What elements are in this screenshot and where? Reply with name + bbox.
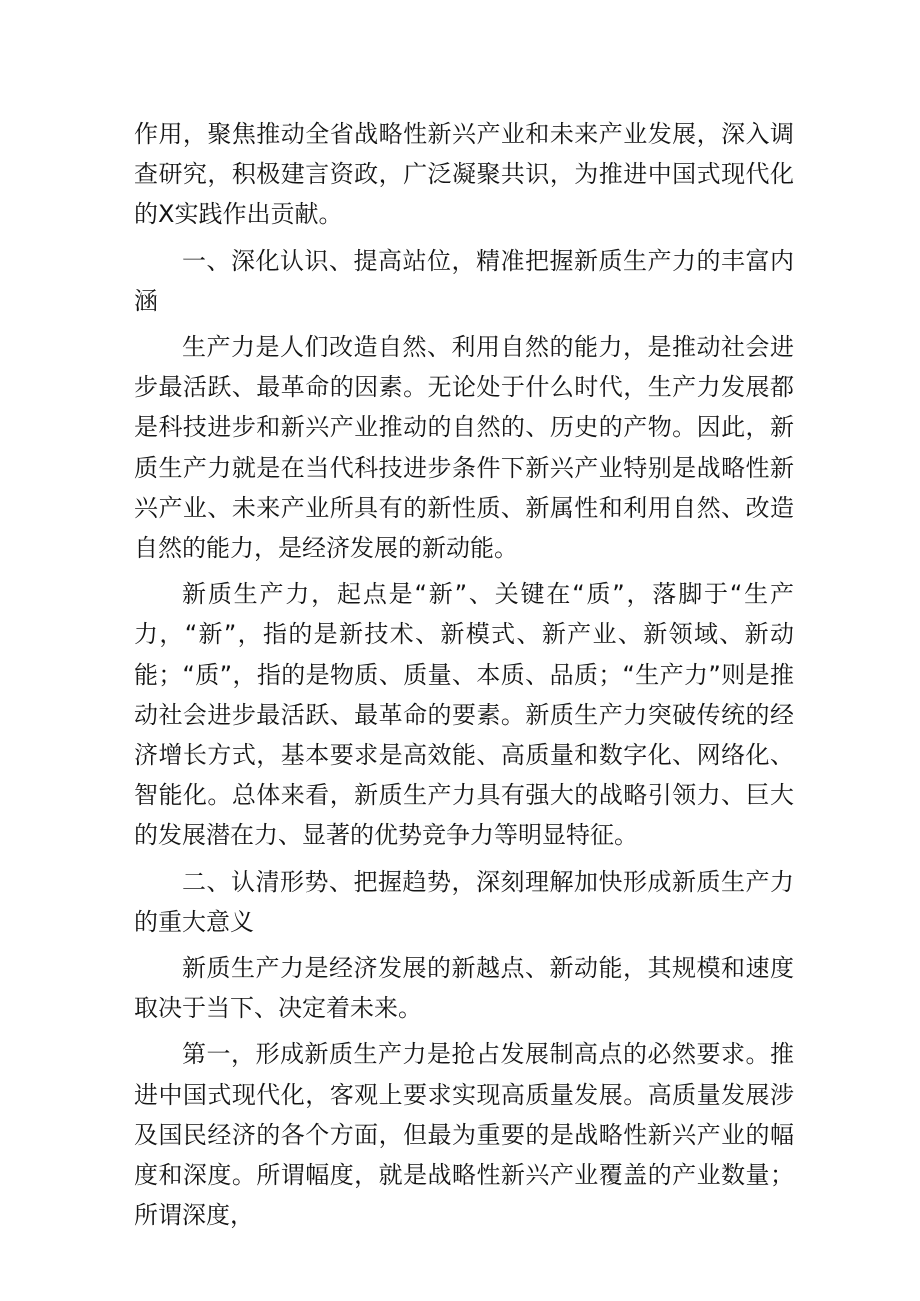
paragraph-new-quality-explanation: 新质生产力，起点是“新”、关键在“质”，落脚于“生产力，“新”，指的是新技术、新模式、新产业、新领域、新动能；“质”，指的是物质、质量、本质、品质；“生产力”则是推动社会进步最活跃、最革命的要素。新质生产力突破传统的经济增长方式，基本要求是高效能、高质量和数字化、网络化、智能化。总体来看，新质生产力具有强大的战略引领力、巨大的发展潜在力、显著的优势竞争力等明显特征。 bbox=[134, 580, 794, 850]
paragraph-new-momentum: 新质生产力是经济发展的新越点、新动能，其规模和速度取决于当下、决定着未来。 bbox=[134, 954, 794, 1023]
section-heading-2: 二、认清形势、把握趋势，深刻理解加快形成新质生产力的重大意义 bbox=[134, 867, 794, 936]
paragraph-intro-continuation: 作用，聚焦推动全省战略性新兴产业和未来产业发展，深入调查研究，积极建言资政，广泛凝聚共识，为推进中国式现代化的X实践作出贡献。 bbox=[134, 120, 794, 229]
document-body bbox=[134, 114, 794, 1241]
paragraph-first-point: 第一，形成新质生产力是抢占发展制高点的必然要求。推进中国式现代化，客观上要求实现高质量发展。高质量发展涉及国民经济的各个方面，但最为重要的是战略性新兴产业的幅度和深度。所谓幅度，就是战略性新兴产业覆盖的产业数量；所谓深度， bbox=[134, 1040, 794, 1230]
paragraph-productivity-definition: 生产力是人们改造自然、利用自然的能力，是推动社会进步最活跃、最革命的因素。无论处于什么时代，生产力发展都是科技进步和新兴产业推动的自然的、历史的产物。因此，新质生产力就是在当代科技进步条件下新兴产业特别是战略性新兴产业、未来产业所具有的新性质、新属性和利用自然、改造自然的能力，是经济发展的新动能。 bbox=[134, 333, 794, 563]
section-heading-1: 一、深化认识、提高站位，精准把握新质生产力的丰富内涵 bbox=[134, 246, 794, 315]
